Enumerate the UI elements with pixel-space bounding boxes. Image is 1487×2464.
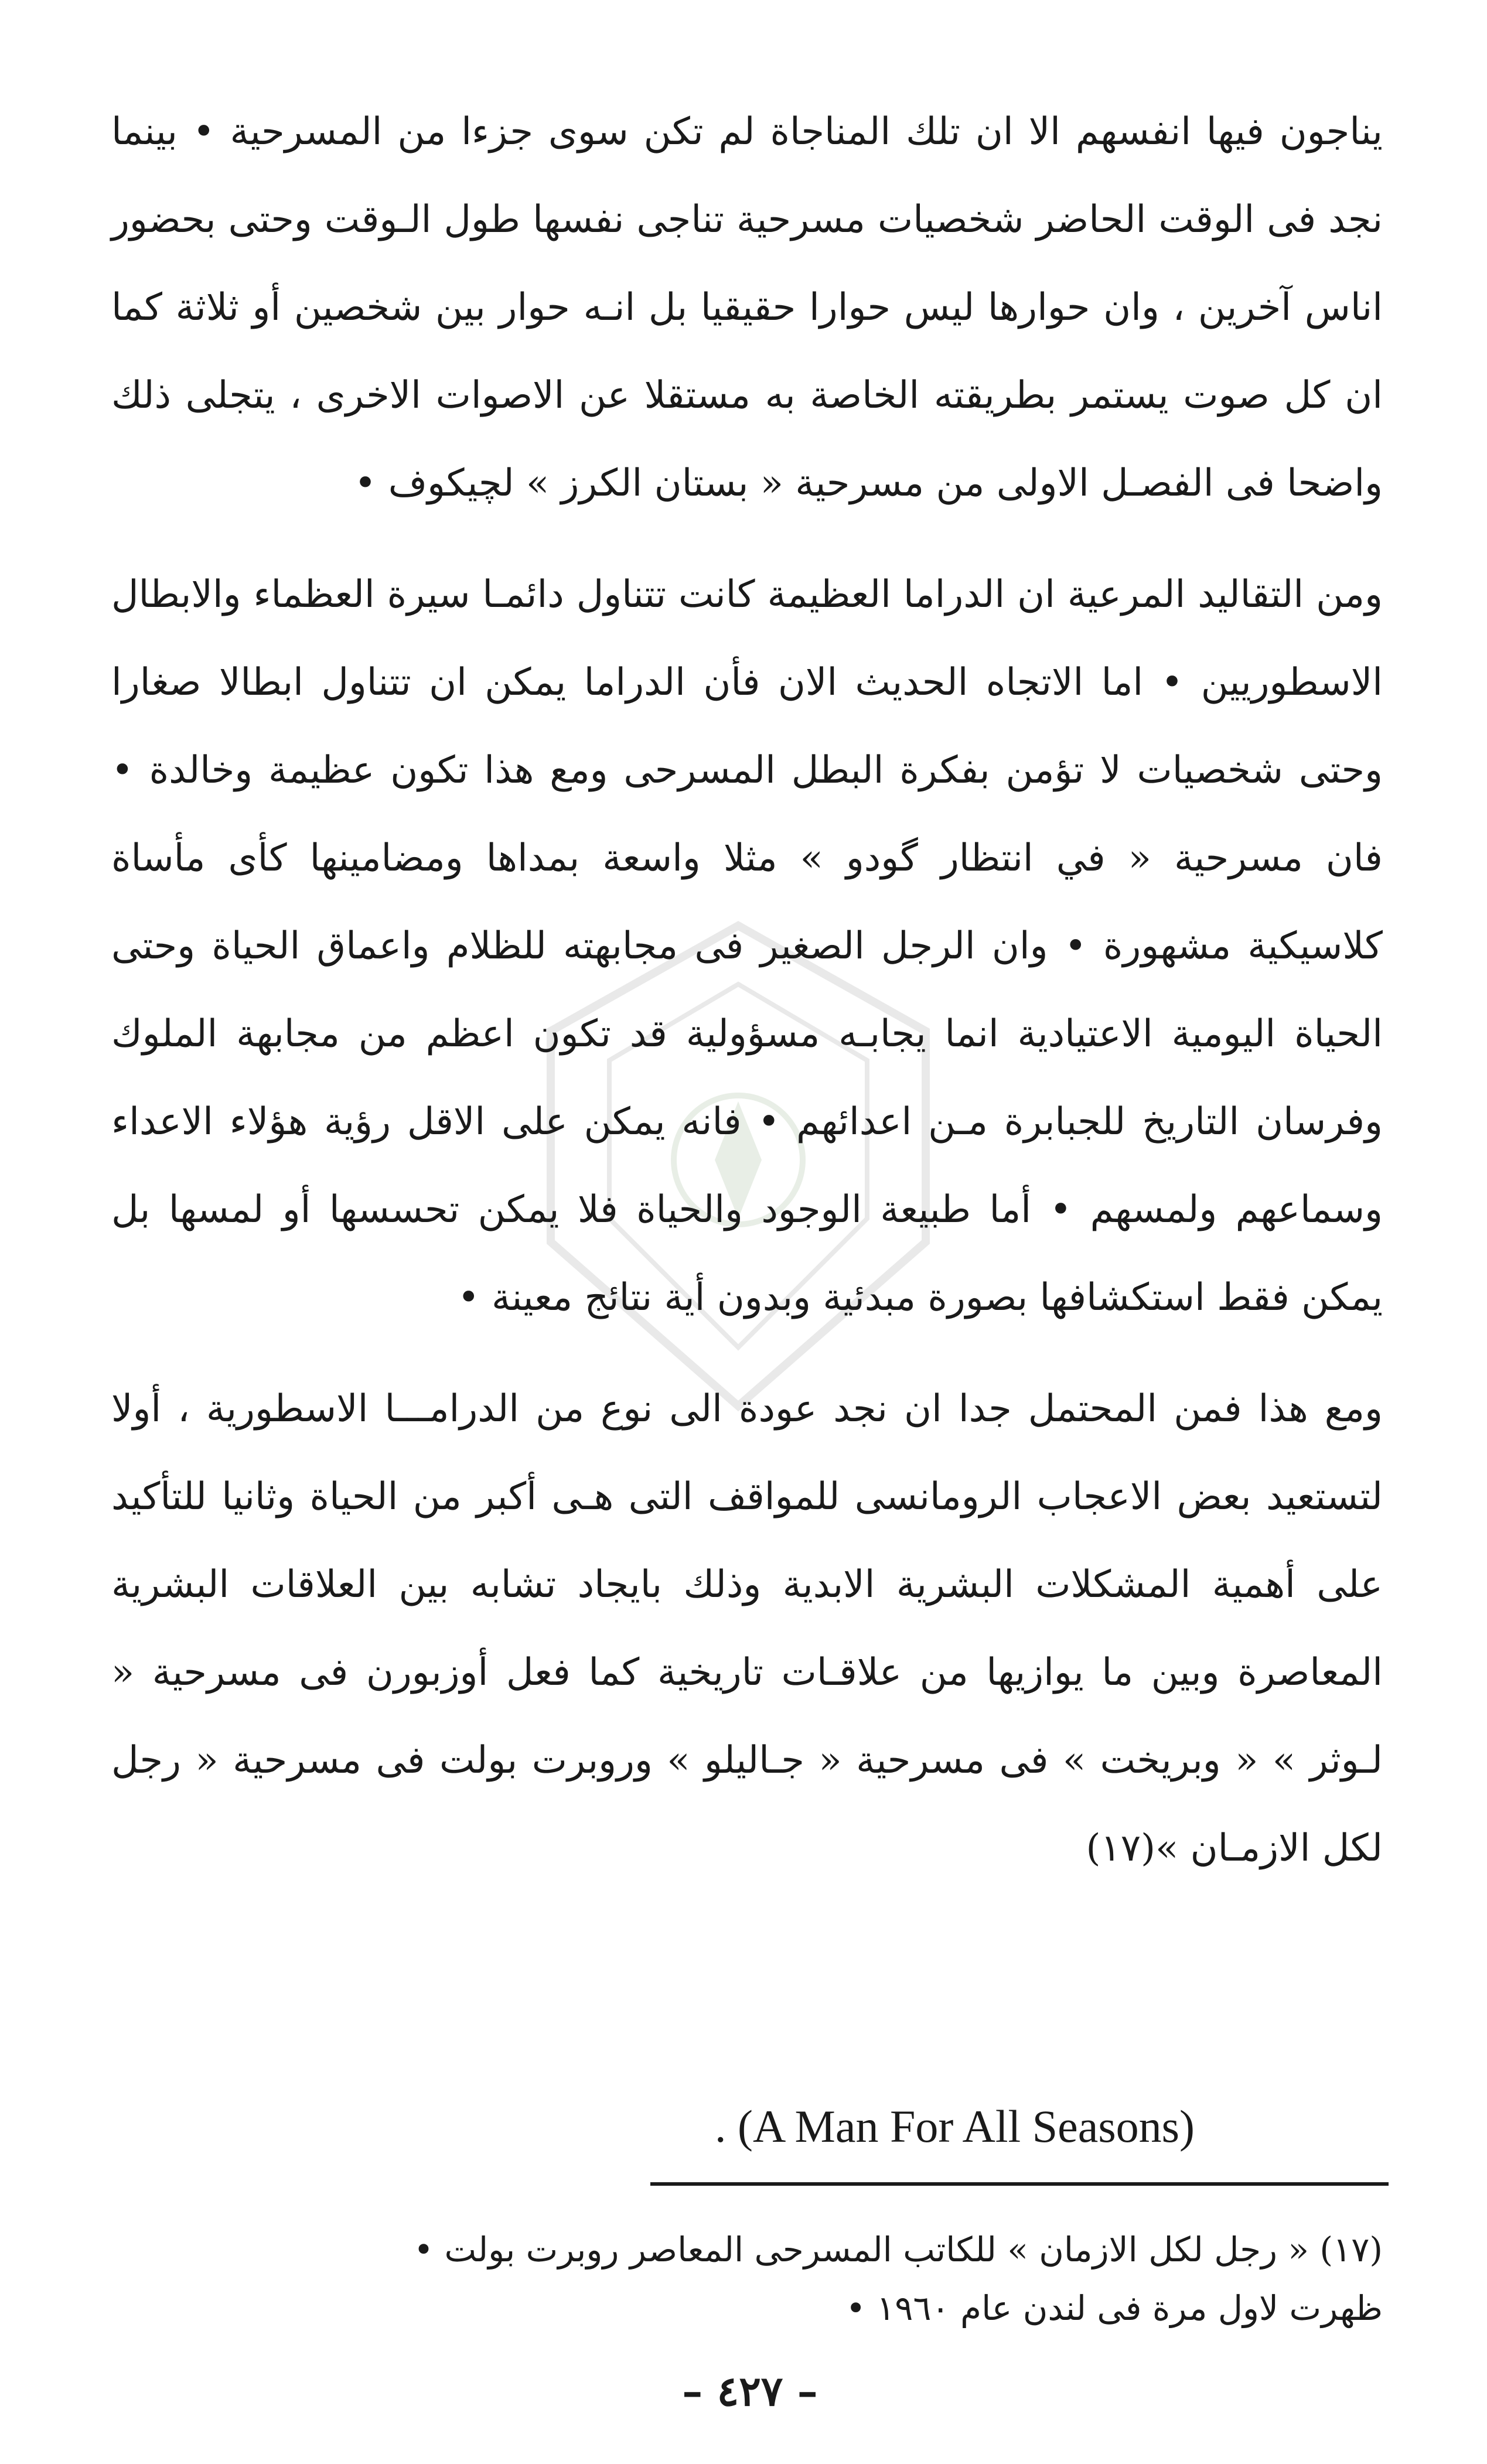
footnote-divider [650,2182,1389,2186]
footnote [111,2220,1383,2337]
paragraph-2: ومن التقاليد المرعية ان الدراما العظيمة كانت تتناول دائمـا سيرة العظماء والابطال الاسطوريين • اما الاتجاه الحديث الان فأن الدراما يمكن ان تتناول ابطالا صغارا وحتى شخصيات لا تؤمن بفكرة البطل المسرحى ومع هذا تكون عظيمة وخالدة • فان مسرحية « في انتظار گودو » مثلا واسعة بمداها ومضامينها كأى مأساة كلاسيكية مشهورة • وان الرجل الصغير فى مجابهته للظلام واعماق الحياة وحتى الحياة اليومية الاعتيادية انما يجابـه مسؤولية قد تكون اعظم من مجابهة الملوك وفرسان التاريخ للجبابرة مـن اعدائهم • فانه يمكن على الاقل رؤية هؤلاء الاعداء وسماعهم ولمسهم • أما طبيعة الوجود والحياة فلا يمكن تحسسها أو لمسها بل يمكن فقط استكشافها بصورة مبدئية وبدون أية نتائج معينة • [111,573,1383,1319]
main-text [111,88,1383,1892]
english-play-title: . (A Man For All Seasons) [715,2101,1195,2152]
footnote-line-1: (١٧) « رجل لكل الازمان » للكاتب المسرحى المعاصر روبرت بولت • [413,2230,1383,2270]
footnote-line-2: ظهرت لاول مرة فى لندن عام ١٩٦٠ • [845,2288,1383,2328]
paragraph-3: ومع هذا فمن المحتمل جدا ان نجد عودة الى نوع من الدرامـــا الاسطورية ، أولا لتستعيد بعض الاعجاب الرومانسى للمواقف التى هـى أكبر من الحياة وثانيا للتأكيد على أهمية المشكلات البشرية الابدية وذلك بايجاد تشابه بين العلاقات البشرية المعاصرة وبين ما يوازيها من علاقـات تاريخية كما فعل أوزبورن فى مسرحية « لـوثر » « وبريخت » فى مسرحية « جـاليلو » وروبرت بولت فى مسرحية « رجل لكل الازمـان »(١٧) [111,1387,1383,1870]
page-number: – ٤٢٧ – [682,2367,818,2415]
paragraph-1: يناجون فيها انفسهم الا ان تلك المناجاة لم تكن سوى جزءا من المسرحية • بينما نجد فى الوقت الحاضر شخصيات مسرحية تناجى نفسها طول الـوقت وحتى بحضور اناس آخرين ، وان حوارها ليس حوارا حقيقيا بل انـه حوار بين شخصين أو ثلاثة كما ان كل صوت يستمر بطريقته الخاصة به مستقلا عن الاصوات الاخرى ، يتجلى ذلك واضحا فى الفصـل الاولى من مسرحية « بستان الكرز » لچيكوف • [111,110,1383,505]
